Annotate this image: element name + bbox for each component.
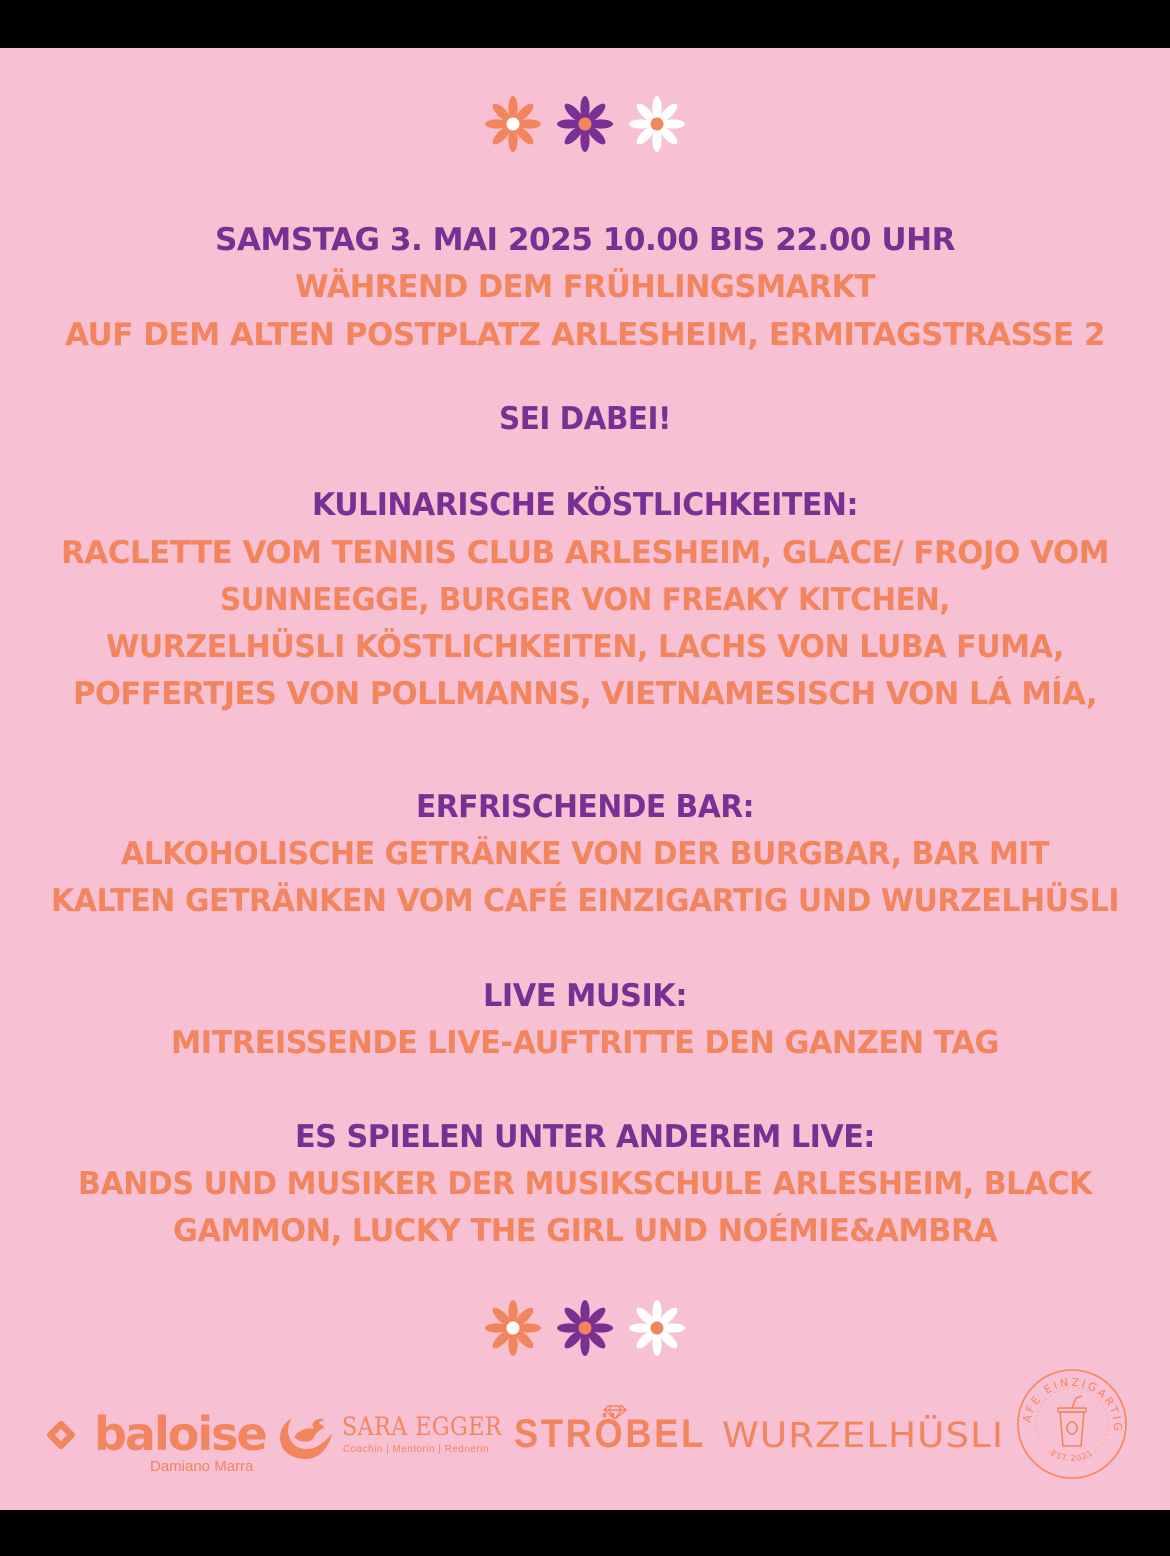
baloise-logo — [44, 1407, 274, 1476]
event-poster — [0, 48, 1170, 1510]
event-context: WÄHREND DEM FRÜHLINGSMARKT — [294, 269, 875, 305]
purple-flower-icon — [555, 1298, 615, 1358]
bird-icon — [276, 1412, 336, 1464]
sponsor-logos — [0, 1364, 1170, 1484]
flower-row-bottom — [0, 1298, 1170, 1358]
letterbox-bottom — [0, 1510, 1170, 1556]
food-line: SUNNEEGGE, BURGER VON FREAKY KITCHEN, — [219, 582, 951, 618]
food-line: POFFERTJES VON POLLMANNS, VIETNAMESISCH VON LÁ MÍA, — [73, 676, 1097, 712]
white-flower-icon — [627, 1298, 687, 1358]
food-line: RACLETTE VOM TENNIS CLUB ARLESHEIM, GLACE/ FROJO VOM — [60, 535, 1110, 571]
wurzelhuesli-wordmark: WURZELHÜSLI — [722, 1416, 1004, 1456]
food-heading: KULINARISCHE KÖSTLICHKEITEN: — [311, 487, 858, 523]
event-date: SAMSTAG 3. MAI 2025 10.00 BIS 22.00 UHR — [214, 222, 956, 258]
sara-egger-wordmark: SARA EGGER — [342, 1412, 502, 1441]
sara-egger-logo — [276, 1412, 506, 1466]
purple-flower-icon — [555, 94, 615, 154]
stroebel-wordmark: STRÖBEL — [514, 1412, 706, 1456]
baloise-agent-name: Damiano Marra — [150, 1458, 254, 1475]
baloise-diamond-icon — [46, 1420, 77, 1451]
orange-flower-icon — [483, 1298, 543, 1358]
baloise-wordmark: baloise — [94, 1407, 266, 1461]
flower-row-top — [0, 94, 1170, 154]
bar-heading: ERFRISCHENDE BAR: — [415, 789, 754, 825]
bar-line: KALTEN GETRÄNKEN VOM CAFÉ EINZIGARTIG UND WURZELHÜSLI — [50, 883, 1120, 919]
performers-heading: ES SPIELEN UNTER ANDEREM LIVE: — [295, 1119, 875, 1155]
performers-line: GAMMON, LUCKY THE GIRL UND NOÉMIE&AMBRA — [173, 1213, 997, 1249]
svg-text:EST 2021 — [1049, 1448, 1094, 1463]
white-flower-icon — [627, 94, 687, 154]
cafe-einzigartig-logo — [1016, 1368, 1128, 1480]
cafe-ring-text: AFE EINZIGARTIG — [1020, 1375, 1125, 1434]
bar-line: ALKOHOLISCHE GETRÄNKE VON DER BURGBAR, BAR MIT — [121, 836, 1049, 872]
cafe-est-text: EST 2021 — [1049, 1448, 1095, 1464]
music-line: MITREISSENDE LIVE-AUFTRITTE DEN GANZEN TAG — [171, 1025, 999, 1061]
call-to-action: SEI DABEI! — [499, 401, 671, 437]
event-location: AUF DEM ALTEN POSTPLATZ ARLESHEIM, ERMITAGSTRASSE 2 — [64, 317, 1105, 353]
cafe-einzigartig-badge — [1016, 1368, 1128, 1480]
performers-line: BANDS UND MUSIKER DER MUSIKSCHULE ARLESHEIM, BLACK — [78, 1166, 1092, 1202]
music-heading: LIVE MUSIK: — [482, 978, 688, 1014]
food-line: WURZELHÜSLI KÖSTLICHKEITEN, LACHS VON LUBA FUMA, — [105, 629, 1065, 665]
letterbox-top — [0, 0, 1170, 48]
wurzelhuesli-logo — [722, 1414, 1012, 1458]
coffee-cup-icon — [1058, 1396, 1086, 1446]
orange-flower-icon — [483, 94, 543, 154]
stroebel-logo — [514, 1410, 710, 1460]
sara-egger-tagline: Coachin | Mentorin | Rednerin — [343, 1444, 489, 1455]
